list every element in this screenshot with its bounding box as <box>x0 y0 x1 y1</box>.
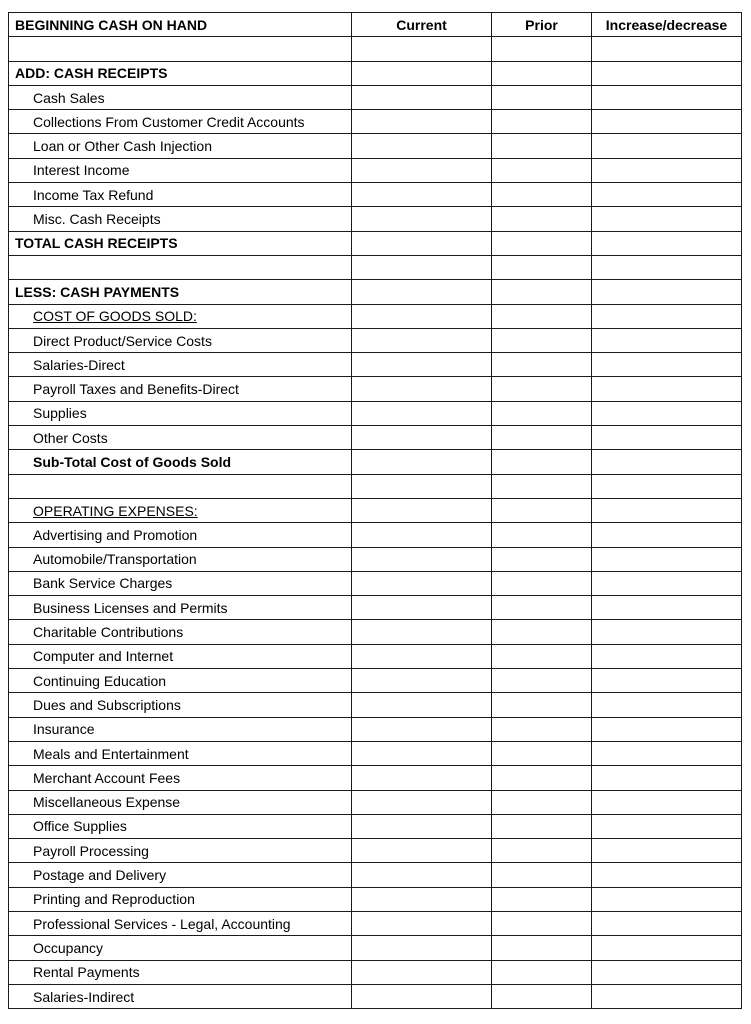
row-label-text: OPERATING EXPENSES: <box>33 502 198 519</box>
table-row <box>9 839 742 863</box>
table-row <box>9 596 742 620</box>
increase-decrease-cell[interactable] <box>592 863 742 887</box>
table-row <box>9 353 742 377</box>
row-label <box>9 693 352 717</box>
row-label-text: Miscellaneous Expense <box>33 794 181 811</box>
increase-decrease-cell[interactable] <box>592 377 742 401</box>
increase-decrease-cell[interactable] <box>592 61 742 85</box>
prior-cell[interactable] <box>492 474 592 498</box>
row-label-text: TOTAL CASH RECEIPTS <box>15 235 178 252</box>
current-cell[interactable] <box>352 741 492 765</box>
increase-decrease-cell[interactable] <box>592 353 742 377</box>
table-row <box>9 377 742 401</box>
table-row <box>9 741 742 765</box>
row-label-text: Continuing Education <box>33 672 167 689</box>
increase-decrease-cell[interactable] <box>592 183 742 207</box>
increase-decrease-cell[interactable] <box>592 547 742 571</box>
current-cell[interactable] <box>352 158 492 182</box>
table-row <box>9 37 742 61</box>
increase-decrease-cell[interactable] <box>592 328 742 352</box>
current-cell[interactable] <box>352 280 492 304</box>
current-cell[interactable] <box>352 474 492 498</box>
current-cell[interactable] <box>352 790 492 814</box>
prior-cell[interactable] <box>492 790 592 814</box>
increase-decrease-cell[interactable] <box>592 231 742 255</box>
current-cell[interactable] <box>352 134 492 158</box>
prior-cell[interactable] <box>492 814 592 838</box>
current-cell[interactable] <box>352 353 492 377</box>
current-cell[interactable] <box>352 911 492 935</box>
table-row <box>9 280 742 304</box>
current-cell[interactable] <box>352 231 492 255</box>
row-label-text: Income Tax Refund <box>33 186 154 203</box>
current-cell[interactable] <box>352 426 492 450</box>
row-label <box>9 377 352 401</box>
table-row <box>9 498 742 522</box>
row-label-text: Insurance <box>33 721 95 738</box>
header-prior: Prior <box>492 13 592 37</box>
prior-cell[interactable] <box>492 183 592 207</box>
table-row <box>9 984 742 1008</box>
row-label <box>9 814 352 838</box>
prior-cell[interactable] <box>492 960 592 984</box>
row-label-text: ADD: CASH RECEIPTS <box>15 65 168 82</box>
row-label <box>9 571 352 595</box>
prior-cell[interactable] <box>492 717 592 741</box>
row-label-text: Collections From Customer Credit Accounts <box>33 113 305 130</box>
row-label-text: Supplies <box>33 405 87 422</box>
prior-cell[interactable] <box>492 353 592 377</box>
header-row <box>9 13 742 37</box>
current-cell[interactable] <box>352 693 492 717</box>
row-label <box>9 328 352 352</box>
current-cell[interactable] <box>352 61 492 85</box>
row-label-text: Sub-Total Cost of Goods Sold <box>33 453 232 470</box>
prior-cell[interactable] <box>492 110 592 134</box>
row-label <box>9 37 352 61</box>
current-cell[interactable] <box>352 620 492 644</box>
table-row <box>9 790 742 814</box>
row-label-text: Dues and Subscriptions <box>33 696 181 713</box>
increase-decrease-cell[interactable] <box>592 280 742 304</box>
table-row <box>9 426 742 450</box>
row-label-text: COST OF GOODS SOLD: <box>33 308 197 325</box>
row-label-text: Interest Income <box>33 162 130 179</box>
row-label-text: Merchant Account Fees <box>33 769 181 786</box>
current-cell[interactable] <box>352 523 492 547</box>
prior-cell[interactable] <box>492 280 592 304</box>
prior-cell[interactable] <box>492 498 592 522</box>
row-label <box>9 401 352 425</box>
current-cell[interactable] <box>352 960 492 984</box>
prior-cell[interactable] <box>492 426 592 450</box>
row-label <box>9 960 352 984</box>
prior-cell[interactable] <box>492 255 592 279</box>
row-label <box>9 669 352 693</box>
current-cell[interactable] <box>352 936 492 960</box>
cash-flow-table <box>8 12 742 1009</box>
row-label-text: Salaries-Indirect <box>33 988 135 1005</box>
current-cell[interactable] <box>352 839 492 863</box>
prior-cell[interactable] <box>492 669 592 693</box>
row-label-text: Other Costs <box>33 429 108 446</box>
increase-decrease-cell[interactable] <box>592 37 742 61</box>
row-label <box>9 183 352 207</box>
row-label <box>9 620 352 644</box>
prior-cell[interactable] <box>492 134 592 158</box>
increase-decrease-cell[interactable] <box>592 110 742 134</box>
increase-decrease-cell[interactable] <box>592 85 742 109</box>
row-label-text: Salaries-Direct <box>33 356 125 373</box>
increase-decrease-cell[interactable] <box>592 158 742 182</box>
current-cell[interactable] <box>352 183 492 207</box>
increase-decrease-cell[interactable] <box>592 207 742 231</box>
increase-decrease-cell[interactable] <box>592 450 742 474</box>
row-label <box>9 158 352 182</box>
prior-cell[interactable] <box>492 450 592 474</box>
current-cell[interactable] <box>352 304 492 328</box>
increase-decrease-cell[interactable] <box>592 911 742 935</box>
prior-cell[interactable] <box>492 61 592 85</box>
prior-cell[interactable] <box>492 644 592 668</box>
current-cell[interactable] <box>352 450 492 474</box>
current-cell[interactable] <box>352 498 492 522</box>
increase-decrease-cell[interactable] <box>592 620 742 644</box>
table-row <box>9 693 742 717</box>
current-cell[interactable] <box>352 207 492 231</box>
increase-decrease-cell[interactable] <box>592 984 742 1008</box>
table-row <box>9 936 742 960</box>
increase-decrease-cell[interactable] <box>592 669 742 693</box>
row-label <box>9 887 352 911</box>
table-row <box>9 255 742 279</box>
prior-cell[interactable] <box>492 328 592 352</box>
prior-cell[interactable] <box>492 936 592 960</box>
row-label <box>9 547 352 571</box>
current-cell[interactable] <box>352 766 492 790</box>
row-label <box>9 61 352 85</box>
prior-cell[interactable] <box>492 911 592 935</box>
row-label <box>9 426 352 450</box>
row-label <box>9 474 352 498</box>
row-label-text: Cash Sales <box>33 89 105 106</box>
table-row <box>9 231 742 255</box>
prior-cell[interactable] <box>492 571 592 595</box>
row-label-text: Rental Payments <box>33 964 140 981</box>
increase-decrease-cell[interactable] <box>592 498 742 522</box>
current-cell[interactable] <box>352 863 492 887</box>
table-row <box>9 134 742 158</box>
row-label <box>9 839 352 863</box>
prior-cell[interactable] <box>492 863 592 887</box>
row-label <box>9 110 352 134</box>
prior-cell[interactable] <box>492 693 592 717</box>
prior-cell[interactable] <box>492 620 592 644</box>
row-label-text: Automobile/Transportation <box>33 551 197 568</box>
table-row <box>9 474 742 498</box>
table-row <box>9 571 742 595</box>
row-label-text: Professional Services - Legal, Accounting <box>33 915 291 932</box>
table-row <box>9 110 742 134</box>
table-row <box>9 85 742 109</box>
table-row <box>9 523 742 547</box>
row-label-text: Business Licenses and Permits <box>33 599 228 616</box>
current-cell[interactable] <box>352 377 492 401</box>
prior-cell[interactable] <box>492 207 592 231</box>
row-label <box>9 911 352 935</box>
table-row <box>9 814 742 838</box>
row-label-text: Meals and Entertainment <box>33 745 189 762</box>
increase-decrease-cell[interactable] <box>592 936 742 960</box>
prior-cell[interactable] <box>492 37 592 61</box>
row-label <box>9 984 352 1008</box>
increase-decrease-cell[interactable] <box>592 887 742 911</box>
row-label <box>9 790 352 814</box>
table-row <box>9 183 742 207</box>
prior-cell[interactable] <box>492 158 592 182</box>
row-label <box>9 741 352 765</box>
increase-decrease-cell[interactable] <box>592 474 742 498</box>
row-label-text: Bank Service Charges <box>33 575 173 592</box>
table-row <box>9 207 742 231</box>
increase-decrease-cell[interactable] <box>592 814 742 838</box>
increase-decrease-cell[interactable] <box>592 839 742 863</box>
increase-decrease-cell[interactable] <box>592 960 742 984</box>
increase-decrease-cell[interactable] <box>592 717 742 741</box>
prior-cell[interactable] <box>492 839 592 863</box>
header-title: BEGINNING CASH ON HAND <box>9 13 352 37</box>
prior-cell[interactable] <box>492 887 592 911</box>
prior-cell[interactable] <box>492 304 592 328</box>
prior-cell[interactable] <box>492 741 592 765</box>
table-row <box>9 328 742 352</box>
row-label <box>9 231 352 255</box>
prior-cell[interactable] <box>492 596 592 620</box>
increase-decrease-cell[interactable] <box>592 693 742 717</box>
increase-decrease-cell[interactable] <box>592 790 742 814</box>
current-cell[interactable] <box>352 547 492 571</box>
current-cell[interactable] <box>352 717 492 741</box>
table-row <box>9 61 742 85</box>
row-label-text: Computer and Internet <box>33 648 174 665</box>
table-row <box>9 644 742 668</box>
increase-decrease-cell[interactable] <box>592 134 742 158</box>
increase-decrease-cell[interactable] <box>592 255 742 279</box>
prior-cell[interactable] <box>492 766 592 790</box>
row-label <box>9 134 352 158</box>
row-label-text: Printing and Reproduction <box>33 891 195 908</box>
increase-decrease-cell[interactable] <box>592 571 742 595</box>
table-row <box>9 669 742 693</box>
row-label-text: Charitable Contributions <box>33 624 184 641</box>
row-label-text: Postage and Delivery <box>33 867 167 884</box>
current-cell[interactable] <box>352 328 492 352</box>
row-label <box>9 644 352 668</box>
table-row <box>9 863 742 887</box>
increase-decrease-cell[interactable] <box>592 401 742 425</box>
prior-cell[interactable] <box>492 231 592 255</box>
current-cell[interactable] <box>352 255 492 279</box>
current-cell[interactable] <box>352 571 492 595</box>
current-cell[interactable] <box>352 85 492 109</box>
current-cell[interactable] <box>352 814 492 838</box>
row-label-text: Payroll Processing <box>33 842 149 859</box>
increase-decrease-cell[interactable] <box>592 644 742 668</box>
current-cell[interactable] <box>352 644 492 668</box>
row-label-text: Office Supplies <box>33 818 127 835</box>
header-increase-decrease: Increase/decrease <box>592 13 742 37</box>
table-row <box>9 401 742 425</box>
row-label-text: Misc. Cash Receipts <box>33 211 161 228</box>
row-label-text: Advertising and Promotion <box>33 526 198 543</box>
row-label <box>9 717 352 741</box>
prior-cell[interactable] <box>492 85 592 109</box>
row-label <box>9 766 352 790</box>
prior-cell[interactable] <box>492 401 592 425</box>
row-label <box>9 450 352 474</box>
table-row <box>9 620 742 644</box>
current-cell[interactable] <box>352 596 492 620</box>
increase-decrease-cell[interactable] <box>592 741 742 765</box>
increase-decrease-cell[interactable] <box>592 596 742 620</box>
row-label <box>9 85 352 109</box>
table-row <box>9 158 742 182</box>
table-row <box>9 450 742 474</box>
current-cell[interactable] <box>352 984 492 1008</box>
row-label <box>9 523 352 547</box>
row-label-text: LESS: CASH PAYMENTS <box>15 283 180 300</box>
row-label-text: Payroll Taxes and Benefits-Direct <box>33 381 239 398</box>
row-label-text: Occupancy <box>33 939 104 956</box>
increase-decrease-cell[interactable] <box>592 766 742 790</box>
table-row <box>9 304 742 328</box>
prior-cell[interactable] <box>492 377 592 401</box>
row-label <box>9 353 352 377</box>
row-label-text: Loan or Other Cash Injection <box>33 138 212 155</box>
prior-cell[interactable] <box>492 547 592 571</box>
row-label <box>9 280 352 304</box>
table-row <box>9 960 742 984</box>
current-cell[interactable] <box>352 887 492 911</box>
increase-decrease-cell[interactable] <box>592 426 742 450</box>
current-cell[interactable] <box>352 669 492 693</box>
table-row <box>9 887 742 911</box>
current-cell[interactable] <box>352 37 492 61</box>
row-label <box>9 596 352 620</box>
row-label <box>9 498 352 522</box>
row-label <box>9 207 352 231</box>
current-cell[interactable] <box>352 110 492 134</box>
table-row <box>9 766 742 790</box>
row-label <box>9 255 352 279</box>
table-row <box>9 717 742 741</box>
row-label-text: Direct Product/Service Costs <box>33 332 212 349</box>
table-row <box>9 547 742 571</box>
row-label <box>9 863 352 887</box>
table-row <box>9 911 742 935</box>
row-label <box>9 304 352 328</box>
current-cell[interactable] <box>352 401 492 425</box>
header-current: Current <box>352 13 492 37</box>
increase-decrease-cell[interactable] <box>592 523 742 547</box>
increase-decrease-cell[interactable] <box>592 304 742 328</box>
table-body <box>9 37 742 1009</box>
prior-cell[interactable] <box>492 523 592 547</box>
row-label <box>9 936 352 960</box>
prior-cell[interactable] <box>492 984 592 1008</box>
